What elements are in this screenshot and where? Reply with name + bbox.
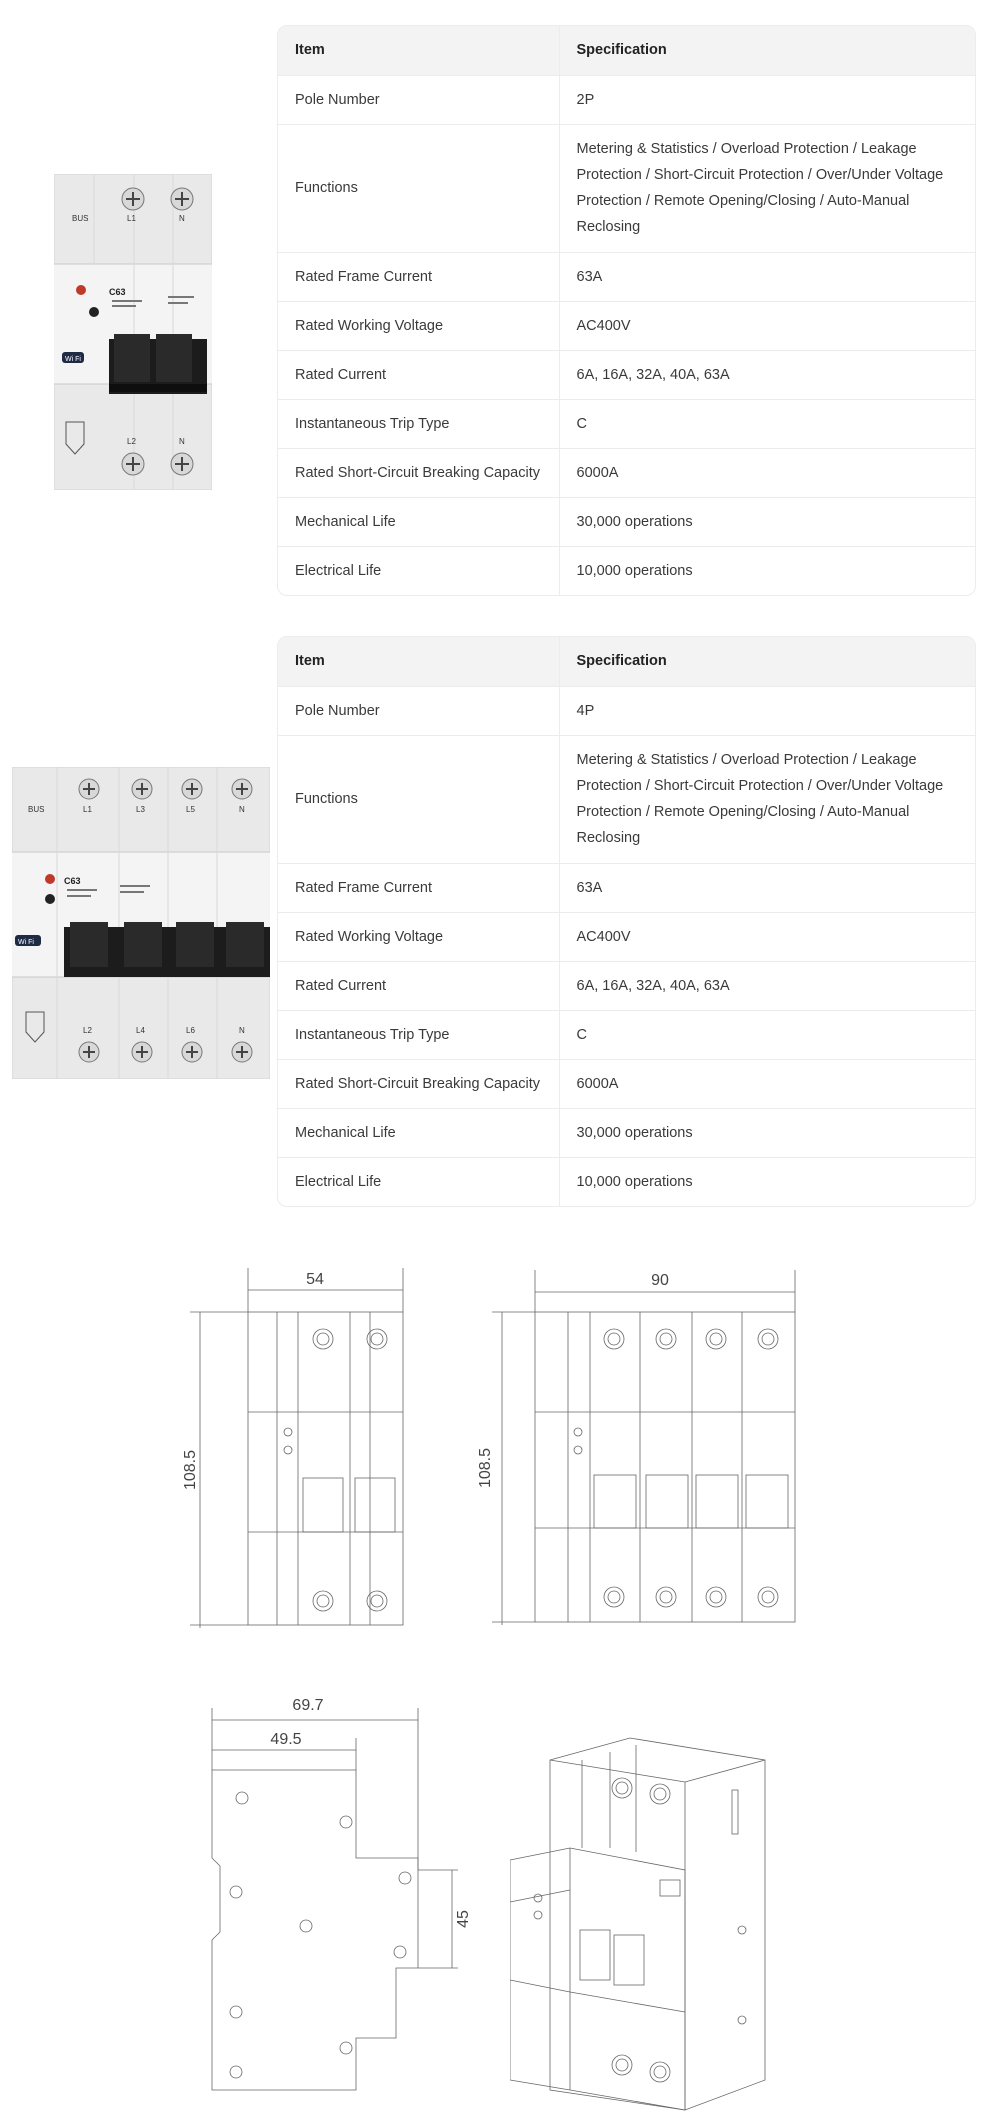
top-label: BUS (72, 214, 89, 223)
row-spec: C (559, 1010, 975, 1059)
row-spec: 2P (559, 75, 975, 124)
table-row (278, 961, 975, 1010)
breaker-2p-image (54, 174, 212, 490)
dim-height-label: 108.5 (182, 1449, 199, 1491)
wifi-badge-label: Wi Fi (18, 939, 34, 946)
header-spec: Specification (559, 26, 975, 75)
toggle-handle (64, 922, 270, 977)
terminal-screw-icon (182, 1042, 202, 1062)
table-row (278, 1157, 975, 1206)
terminal-screw-icon (232, 1042, 252, 1062)
row-spec: 10,000 operations (576, 562, 693, 579)
row-item: Rated Frame Current (278, 252, 559, 301)
terminal-screw-icon (122, 188, 144, 210)
table-row (278, 912, 975, 961)
model-label: C63 (64, 876, 81, 886)
row-item: Mechanical Life (278, 1108, 559, 1157)
table-row (278, 1059, 975, 1108)
top-label: L3 (136, 805, 145, 814)
wifi-badge-label: Wi Fi (65, 356, 81, 363)
side-drawing (200, 1690, 480, 2110)
header-spec: Specification (559, 637, 975, 686)
table-row (278, 75, 975, 124)
table-row (278, 252, 975, 301)
spec-table-4p (277, 636, 976, 1207)
row-item: Rated Short-Circuit Breaking Capacity (278, 448, 559, 497)
front-drawing-4p (470, 1260, 800, 1630)
terminal-screw-icon (79, 1042, 99, 1062)
bottom-label: N (179, 437, 185, 446)
top-label: BUS (28, 805, 45, 814)
row-item: Functions (278, 124, 559, 252)
top-label: L5 (186, 805, 195, 814)
reset-button-icon (89, 307, 99, 317)
bottom-label: L6 (186, 1026, 195, 1035)
indicator-led-icon (76, 285, 86, 295)
bottom-label: N (239, 1026, 245, 1035)
breaker-4p-image (12, 767, 270, 1079)
row-item: Electrical Life (278, 546, 559, 595)
row-item: Rated Working Voltage (278, 301, 559, 350)
header-item: Item (278, 637, 559, 686)
indicator-led-icon (45, 874, 55, 884)
row-item: Rated Frame Current (278, 863, 559, 912)
model-label: C63 (109, 287, 126, 297)
table-row (278, 546, 975, 595)
row-item: Pole Number (278, 686, 559, 735)
top-label: L1 (127, 214, 136, 223)
dim-height-label: 108.5 (477, 1447, 494, 1489)
row-item: Rated Short-Circuit Breaking Capacity (278, 1059, 559, 1108)
reset-button-icon (45, 894, 55, 904)
row-spec: 30,000 operations (559, 497, 975, 546)
table-row (278, 686, 975, 735)
row-spec: 63A (559, 252, 975, 301)
top-label: N (179, 214, 185, 223)
terminal-screw-icon (132, 1042, 152, 1062)
terminal-screw-icon (79, 779, 99, 799)
table-row (278, 1010, 975, 1059)
table-row (278, 497, 975, 546)
header-item: Item (278, 26, 559, 75)
table-row (278, 124, 975, 252)
terminal-screw-icon (182, 779, 202, 799)
terminal-screw-icon (171, 453, 193, 475)
row-spec: 6000A (559, 1059, 975, 1108)
table-row (278, 448, 975, 497)
dim-depth-total-label: 69.7 (292, 1697, 324, 1714)
row-spec: Metering & Statistics / Overload Protection / Leakage Protection / Short-Circuit Protection / Over/Under Voltage Protection / Remote Opening/Closing / Auto-Manual Reclosing (559, 735, 975, 863)
row-spec: 63A (559, 863, 975, 912)
dim-width-label: 90 (651, 1272, 669, 1289)
bottom-label: L4 (136, 1026, 145, 1035)
row-item: Pole Number (278, 75, 559, 124)
row-item: Functions (278, 735, 559, 863)
row-item: Mechanical Life (278, 497, 559, 546)
toggle-handle (109, 334, 207, 394)
table-row (278, 399, 975, 448)
table-row (278, 863, 975, 912)
table-row (278, 301, 975, 350)
table-header-row (278, 26, 975, 75)
table-header-row (278, 637, 975, 686)
top-label: L1 (83, 805, 92, 814)
terminal-screw-icon (122, 453, 144, 475)
row-spec: 6A, 16A, 32A, 40A, 63A (559, 350, 975, 399)
row-spec: Metering & Statistics / Overload Protection / Leakage Protection / Short-Circuit Protection / Over/Under Voltage Protection / Remote Opening/Closing / Auto-Manual Reclosing (559, 124, 975, 252)
row-spec: 6A, 16A, 32A, 40A, 63A (559, 961, 975, 1010)
terminal-screw-icon (132, 779, 152, 799)
isometric-drawing (510, 1730, 780, 2120)
row-item: Electrical Life (278, 1157, 559, 1206)
dim-rail-label: 45 (455, 1910, 472, 1928)
bottom-label: L2 (83, 1026, 92, 1035)
row-spec: 6000A (559, 448, 975, 497)
terminal-screw-icon (171, 188, 193, 210)
table-row (278, 1108, 975, 1157)
table-row (278, 350, 975, 399)
row-spec: 4P (559, 686, 975, 735)
table-row (278, 735, 975, 863)
row-item: Instantaneous Trip Type (278, 1010, 559, 1059)
row-spec: AC400V (559, 301, 975, 350)
row-item: Instantaneous Trip Type (278, 399, 559, 448)
terminal-screw-icon (232, 779, 252, 799)
row-spec: AC400V (559, 912, 975, 961)
dim-width-label: 54 (306, 1271, 324, 1288)
row-item: Rated Current (278, 961, 559, 1010)
front-drawing-2p (170, 1260, 410, 1630)
row-item: Rated Working Voltage (278, 912, 559, 961)
row-spec: 10,000 operations (576, 1173, 693, 1190)
bottom-label: L2 (127, 437, 136, 446)
row-spec: C (559, 399, 975, 448)
row-spec: 30,000 operations (559, 1108, 975, 1157)
top-label: N (239, 805, 245, 814)
row-item: Rated Current (278, 350, 559, 399)
spec-table-2p (277, 25, 976, 596)
dim-depth-step-label: 49.5 (270, 1731, 302, 1748)
